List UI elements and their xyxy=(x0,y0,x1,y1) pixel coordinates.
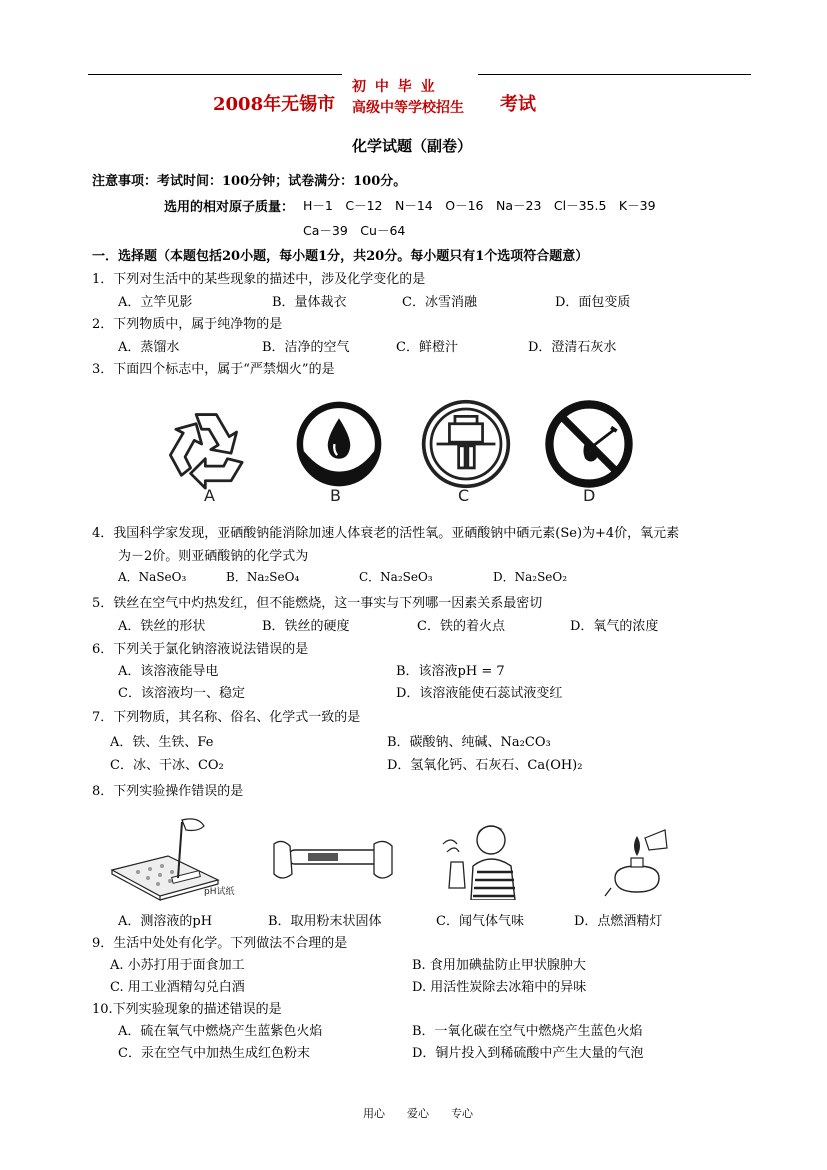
header-line1: 初 中 毕 业 xyxy=(352,79,437,95)
section-heading: 一．选择题（本题包括20小题，每小题1分，共20分。每小题只有1个选项符合题意） xyxy=(92,249,589,264)
q4-option-c: C．Na₂SeO₃ xyxy=(359,570,433,584)
q7-option-b: B．碳酸钠、纯碱、Na₂CO₃ xyxy=(387,735,551,750)
sign-label-b: B xyxy=(330,486,341,505)
green-food-icon xyxy=(420,398,512,490)
sign-label-a: A xyxy=(204,486,215,505)
q7-option-d: D．氢氧化钙、石灰石、Ca(OH)₂ xyxy=(387,758,583,773)
q5-option-c: C．铁的着火点 xyxy=(417,619,505,634)
q8-option-a: A．测溶液的pH xyxy=(118,914,213,929)
masses-line1: H－1 C－12 N－14 O－16 Na－23 Cl－35.5 K－39 xyxy=(303,198,656,213)
q6-option-d: D．该溶液能使石蕊试液变红 xyxy=(396,686,563,701)
q1-option-d: D．面包变质 xyxy=(555,295,631,310)
header-rule-right xyxy=(478,74,751,75)
no-fire-icon xyxy=(543,398,635,490)
q10-stem: 10.下列实验现象的描述错误的是 xyxy=(92,1002,282,1017)
q10-option-c: C．汞在空气中加热生成红色粉末 xyxy=(118,1046,310,1061)
ph-paper-label: pH试纸 xyxy=(204,887,235,897)
q5-option-b: B．铁丝的硬度 xyxy=(262,619,350,634)
q10-option-a: A．硫在氧气中燃烧产生蓝紫色火焰 xyxy=(118,1024,323,1039)
q5-option-d: D．氧气的浓度 xyxy=(570,619,659,634)
q1-option-a: A．立竿见影 xyxy=(118,295,193,310)
q9-option-b: B. 食用加碘盐防止甲状腺肿大 xyxy=(412,958,586,973)
notice: 注意事项：考试时间：100分钟；试卷满分：100分。 xyxy=(92,174,407,189)
q4-option-a: A．NaSeO₃ xyxy=(118,570,187,584)
page-title: 化学试题（副卷） xyxy=(352,137,473,155)
q3-stem: 3．下面四个标志中，属于“严禁烟火”的是 xyxy=(92,362,335,377)
q4-option-d: D．Na₂SeO₂ xyxy=(493,570,568,584)
q7-option-a: A．铁、生铁、Fe xyxy=(110,735,214,750)
masses-line2: Ca－39 Cu－64 xyxy=(303,223,406,238)
q2-option-d: D．澄清石灰水 xyxy=(528,340,617,355)
recycle-icon xyxy=(163,398,255,490)
q7-stem: 7．下列物质，其名称、俗名、化学式一致的是 xyxy=(92,710,361,725)
q2-option-b: B．洁净的空气 xyxy=(262,340,350,355)
header-rule-left xyxy=(88,74,342,75)
q6-option-b: B．该溶液pH = 7 xyxy=(396,664,505,679)
q9-option-a: A. 小苏打用于面食加工 xyxy=(110,958,245,973)
test-tube-illustration xyxy=(268,834,398,892)
q6-stem: 6．下列关于氯化钠溶液说法错误的是 xyxy=(92,642,309,657)
header-line2: 高级中等学校招生 xyxy=(352,100,464,116)
q8-option-b: B．取用粉末状固体 xyxy=(268,914,382,929)
sign-label-d: D xyxy=(583,486,596,505)
q6-option-c: C．该溶液均一、稳定 xyxy=(118,686,245,701)
q4-option-b: B．Na₂SeO₄ xyxy=(226,570,300,584)
q4-stem-line1: 4．我国科学家发现，亚硒酸钠能消除加速人体衰老的活性氧。亚硒酸钠中硒元素(Se)为+4价，氧元素 xyxy=(92,526,680,541)
q8-option-d: D．点燃酒精灯 xyxy=(574,914,663,929)
q5-option-a: A．铁丝的形状 xyxy=(118,619,206,634)
q1-stem: 1．下列对生活中的某些现象的描述中，涉及化学变化的是 xyxy=(92,272,426,287)
q10-option-d: D．铜片投入到稀硫酸中产生大量的气泡 xyxy=(412,1046,644,1061)
alcohol-lamp-illustration xyxy=(601,826,673,900)
smell-gas-illustration xyxy=(437,822,527,900)
q8-option-c: C．闻气体气味 xyxy=(436,914,524,929)
q2-option-c: C．鲜橙汁 xyxy=(396,340,458,355)
q5-stem: 5．铁丝在空气中灼热发红，但不能燃烧，这一事实与下列哪一因素关系最密切 xyxy=(92,596,543,611)
q9-option-d: D. 用活性炭除去冰箱中的异味 xyxy=(412,980,587,995)
q10-option-b: B．一氧化碳在空气中燃烧产生蓝色火焰 xyxy=(412,1024,643,1039)
header-exam: 考试 xyxy=(500,94,536,115)
q1-option-b: B．量体裁衣 xyxy=(272,295,347,310)
q4-stem-line2: 为－2价。则亚硒酸钠的化学式为 xyxy=(118,549,309,564)
header-year-city: 2008年无锡市 xyxy=(213,94,336,115)
q2-option-a: A．蒸馏水 xyxy=(118,340,180,355)
q9-option-c: C. 用工业酒精勾兑白酒 xyxy=(110,980,245,995)
q8-stem: 8．下列实验操作错误的是 xyxy=(92,784,244,799)
ph-test-illustration xyxy=(108,816,248,902)
q7-option-c: C．冰、干冰、CO₂ xyxy=(110,758,224,773)
sign-label-c: C xyxy=(458,486,470,505)
q6-option-a: A．该溶液能导电 xyxy=(118,664,219,679)
q2-stem: 2．下列物质中，属于纯净物的是 xyxy=(92,317,283,332)
q9-stem: 9．生活中处处有化学。下列做法不合理的是 xyxy=(92,936,348,951)
page-footer: 用心 爱心 专心 xyxy=(363,1107,473,1120)
q1-option-c: C．冰雪消融 xyxy=(402,295,477,310)
masses-label: 选用的相对原子质量： xyxy=(164,200,295,215)
water-saving-icon xyxy=(293,398,385,490)
